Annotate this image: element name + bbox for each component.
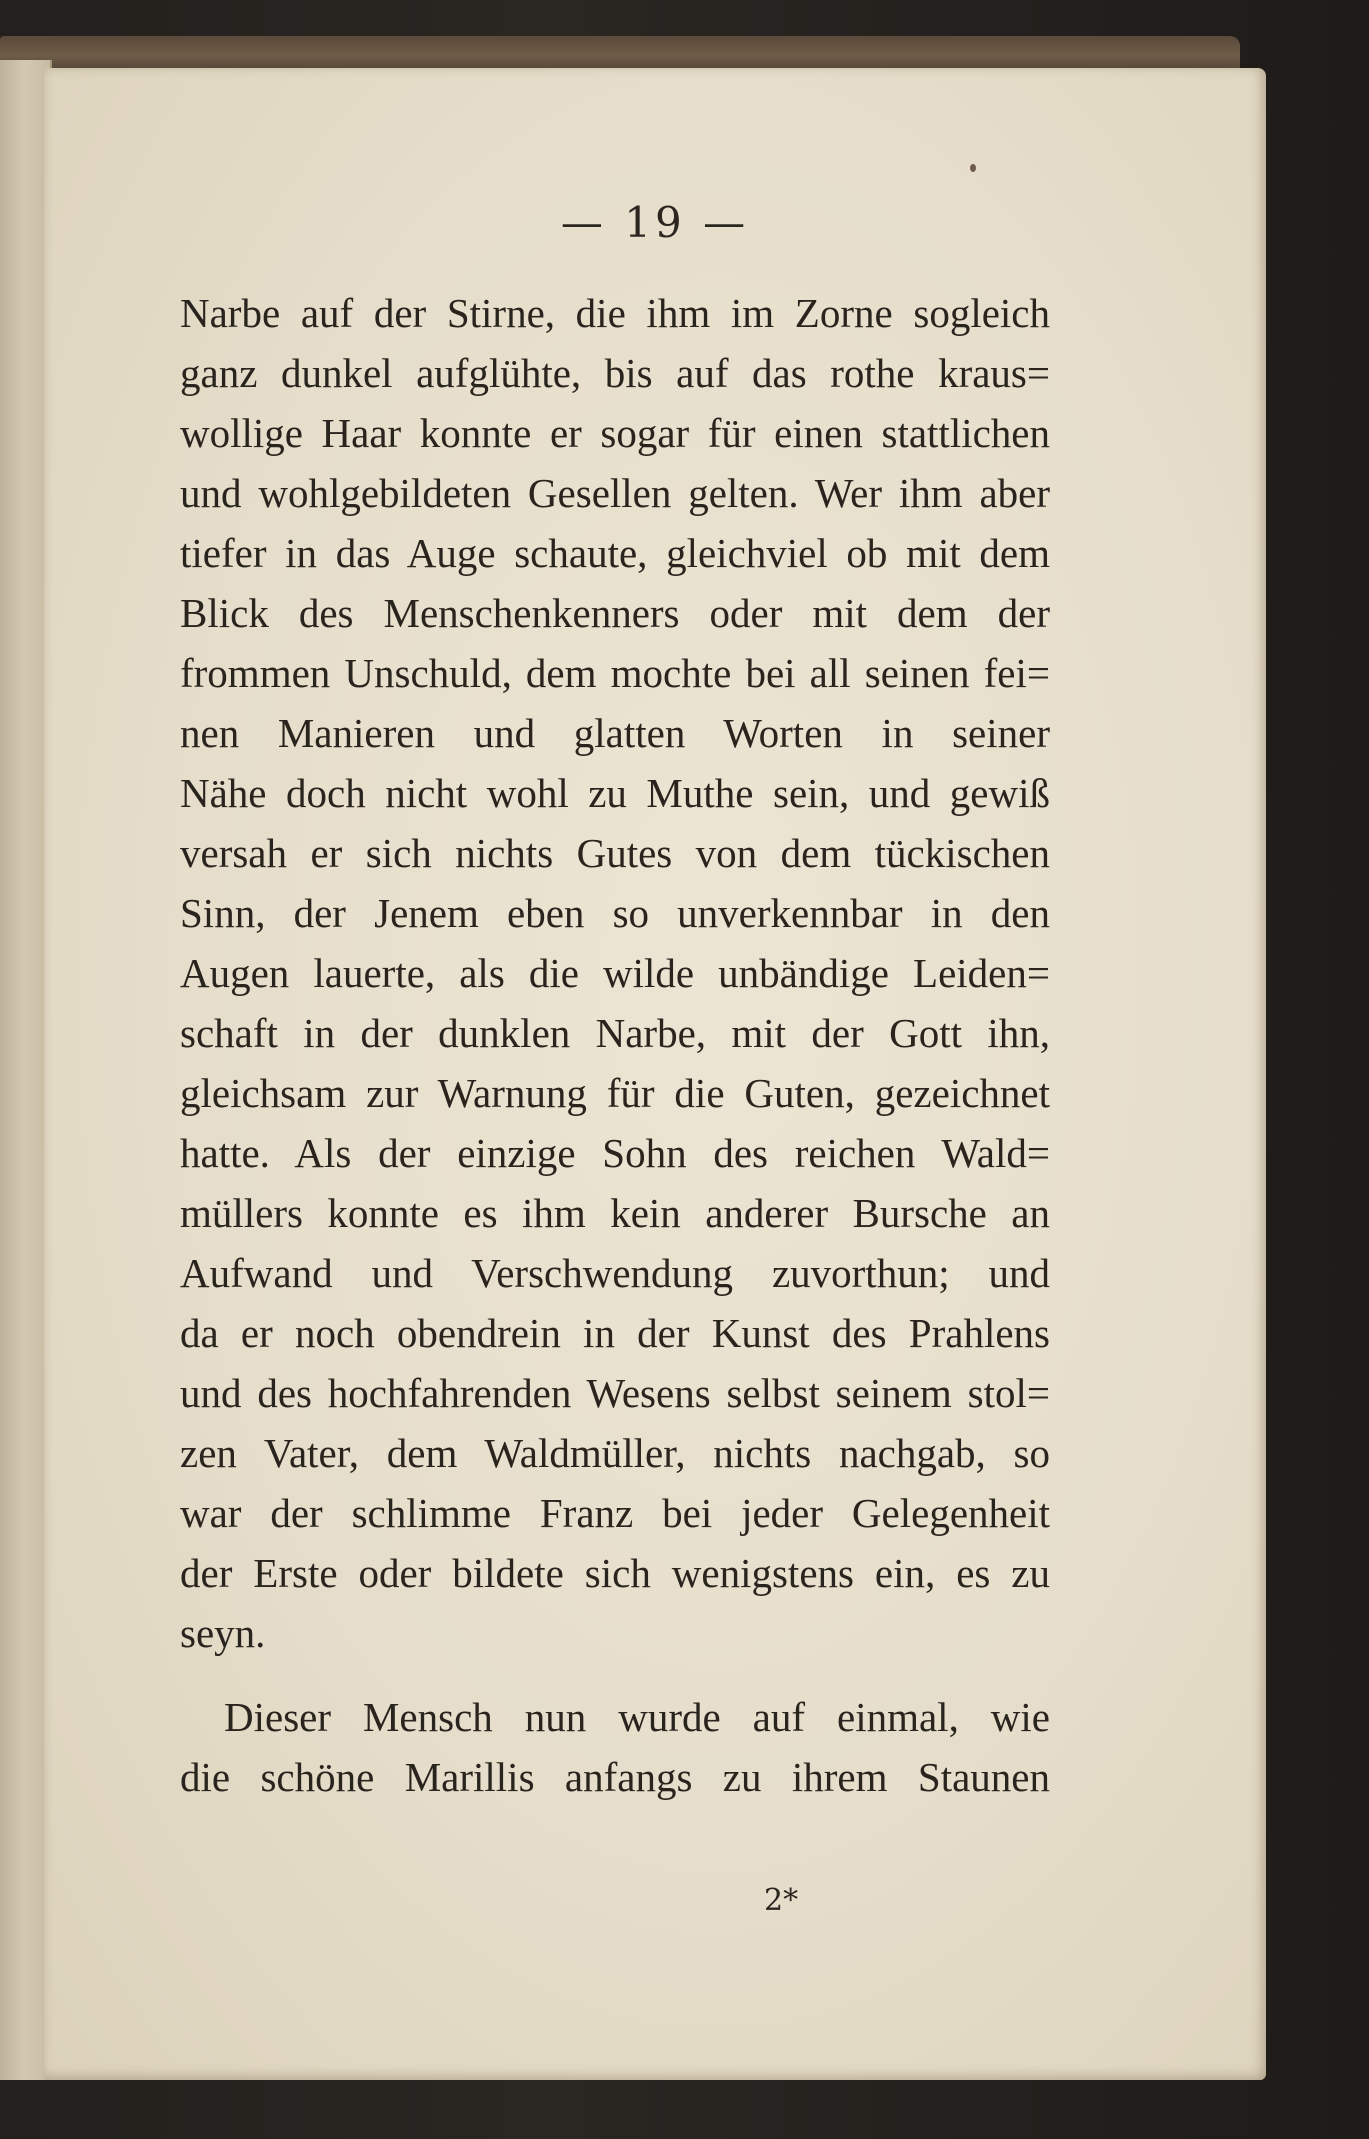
text-line: ganz dunkel aufglühte, bis auf das rothe kraus= bbox=[180, 350, 1050, 396]
text-line: hatte. Als der einzige Sohn des reichen Wald= bbox=[180, 1130, 1050, 1176]
text-line: gleichsam zur Warnung für die Guten, gezeichnet bbox=[180, 1070, 1050, 1116]
book-page bbox=[44, 68, 1266, 2080]
text-line: Augen lauerte, als die wilde unbändige Leiden= bbox=[180, 950, 1050, 996]
text-line: frommen Unschuld, dem mochte bei all seinen fei= bbox=[180, 650, 1050, 696]
text-line: Blick des Menschenkenners oder mit dem der bbox=[180, 590, 1050, 636]
ink-speck bbox=[970, 164, 976, 172]
text-line: war der schlimme Franz bei jeder Gelegenheit bbox=[180, 1490, 1050, 1536]
text-line: zen Vater, dem Waldmüller, nichts nachgab, so bbox=[180, 1430, 1050, 1476]
text-line: nen Manieren und glatten Worten in seiner bbox=[180, 710, 1050, 756]
text-line: wollige Haar konnte er sogar für einen stattlichen bbox=[180, 410, 1050, 456]
text-line: müllers konnte es ihm kein anderer Bursche an bbox=[180, 1190, 1050, 1236]
signature-mark: 2* bbox=[764, 1883, 799, 1918]
page-number: — 19 — bbox=[560, 198, 750, 247]
text-line: tiefer in das Auge schaute, gleichviel ob mit dem bbox=[180, 530, 1050, 576]
text-line: Narbe auf der Stirne, die ihm im Zorne sogleich bbox=[180, 290, 1050, 336]
text-line: Nähe doch nicht wohl zu Muthe sein, und gewiß bbox=[180, 770, 1050, 816]
text-line: da er noch obendrein in der Kunst des Prahlens bbox=[180, 1310, 1050, 1356]
text-line: und wohlgebildeten Gesellen gelten. Wer ihm aber bbox=[180, 470, 1050, 516]
paragraph-gap bbox=[180, 1663, 1050, 1687]
text-line: der Erste oder bildete sich wenigstens ein, es zu bbox=[180, 1550, 1050, 1596]
text-line: versah er sich nichts Gutes von dem tückischen bbox=[180, 830, 1050, 876]
page-body-text bbox=[180, 283, 1050, 1807]
text-line: und des hochfahrenden Wesens selbst seinem stol= bbox=[180, 1370, 1050, 1416]
text-line: seyn. bbox=[180, 1610, 266, 1656]
text-line: Sinn, der Jenem eben so unverkennbar in den bbox=[180, 890, 1050, 936]
text-line: Dieser Mensch nun wurde auf einmal, wie bbox=[224, 1694, 1050, 1740]
text-line: schaft in der dunklen Narbe, mit der Gott ihn, bbox=[180, 1010, 1050, 1056]
text-line: die schöne Marillis anfangs zu ihrem Staunen bbox=[180, 1754, 1050, 1800]
text-line: Aufwand und Verschwendung zuvorthun; und bbox=[180, 1250, 1050, 1296]
